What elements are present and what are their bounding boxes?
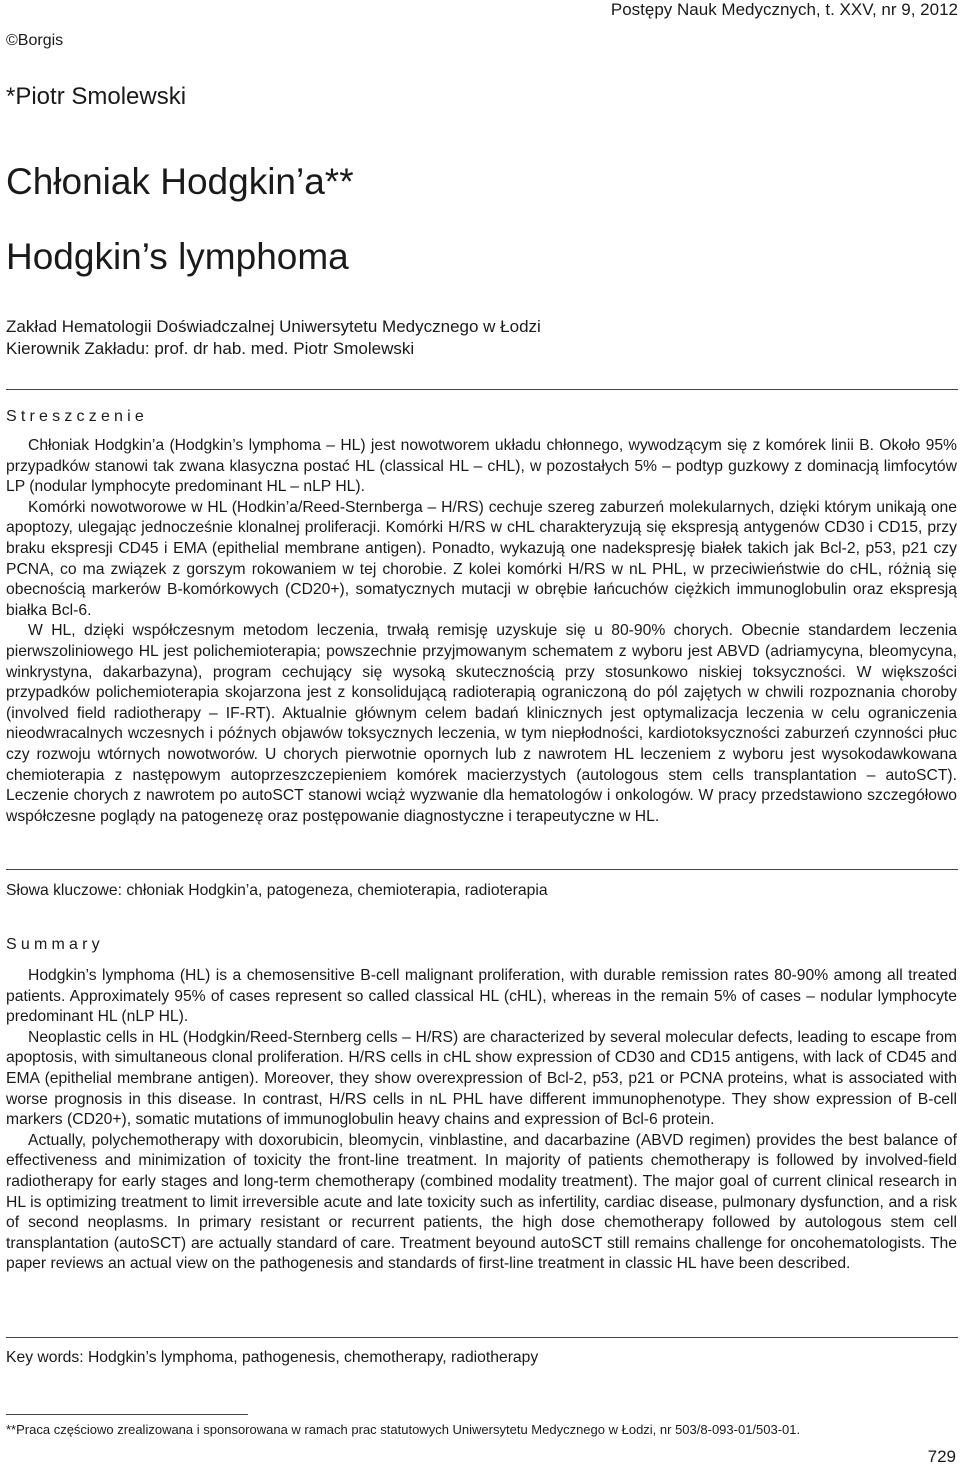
divider xyxy=(6,869,958,870)
author-name: *Piotr Smolewski xyxy=(6,83,187,110)
streszczenie-paragraph: W HL, dzięki współczesnym metodom leczenia, trwałą remisję uzyskuje się u 80-90% chorych. Obecnie standardem leczenia pierwszoliniowego HL jest polichemioterapia; powszechnie przyjmowanym schematem z wyboru jest ABVD (adriamycyna, bleomycyna, winkrystyna, dakarbazyna), program cechujący się wysoką skutecznością przy stosunkowo niskiej toksyczności. W większości przypadków polichemioterapia skojarzona jest z konsolidującą radioterapią ograniczoną do pól zajętych w chwili rozpoznania choroby (involved field radiotherapy – IF-RT). Aktualnie głównym celem badań klinicznych jest optymalizacja leczenia w celu ograniczenia nieodwracalnych wczesnych i późnych objawów toksycznych leczenia, w tym niepłodności, kardiotoksyczności zaburzeń czynności płuc czy rozwoju wtórnych nowotworów. U chorych pierwotnie opornych lub z nawrotem HL leczeniem z wyboru jest wysokodawkowana chemioterapia z następowym autoprzeszczepieniem komórek macierzystych (autologous stem cells transplantation – autoSCT). Leczenie chorych z nawrotem po autoSCT stanowi wciąż wyzwanie dla hematologów i onkologów. W pracy przedstawiono szczegółowo współczesne poglądy na patogenezę oraz postępowanie diagnostyczne i terapeutyczne w HL. xyxy=(6,622,957,825)
copyright-notice: ©Borgis xyxy=(6,32,64,49)
streszczenie-body xyxy=(6,436,957,827)
page-number: 729 xyxy=(927,1447,956,1466)
article-title-polish: Chłoniak Hodgkin’a** xyxy=(6,161,354,202)
streszczenie-paragraph: Komórki nowotworowe w HL (Hodkin’a/Reed-Sternberga – H/RS) cechuje szereg zaburzeń molekularnych, dzięki którym unikają one apoptozy, ulegając jednocześnie klonalnej proliferacji. Komórki H/RS w cHL charakteryzują się ekspresją antygenów CD30 i CD15, przy braku ekspresji CD45 i EMA (epithelial membrane antigen). Ponadto, wykazują one nadekspresję białek takich jak Bcl-2, p53, p21 czy PCNA, co ma związek z gorszym rokowaniem w tej chorobie. Z kolei komórki H/RS w nL PHL, w przeciwieństwie do cHL, różnią się obecnością markerów B-komórkowych (CD20+), somatycznych mutacji w obrębie łańcuchów ciężkich immunoglobulin oraz ekspresją białka Bcl-6. xyxy=(6,498,957,619)
divider xyxy=(6,1337,958,1338)
keywords-polish: Słowa kluczowe: chłoniak Hodgkin’a, patogeneza, chemioterapia, radioterapia xyxy=(6,882,548,899)
summary-paragraph: Neoplastic cells in HL (Hodgkin/Reed-Sternberg cells – H/RS) are characterized by several molecular defects, leading to escape from apoptosis, with simultaneous clonal proliferation. H/RS cells in cHL show expression of CD30 and CD15 antigens, with lack of CD45 and EMA (epithelial membrane antigen). Moreover, they show overexpression of Bcl-2, p53, p21 or PCNA proteins, what is associated with worse prognosis in this disease. In contrast, H/RS cells in nL PHL have different immunophenotype. They show expression of B-cell markers (CD20+), somatic mutations of immunoglobulin heavy chains and expression of Bcl-6 protein. xyxy=(6,1028,957,1129)
keywords-english: Key words: Hodgkin’s lymphoma, pathogenesis, chemotherapy, radiotherapy xyxy=(6,1349,539,1366)
summary-paragraph: Hodgkin’s lymphoma (HL) is a chemosensitive B-cell malignant proliferation, with durable remission rates 80-90% among all treated patients. Approximately 95% of cases represent so called classical HL (cHL), whereas in the remain 5% of cases – nodular lymphocyte predominant HL (nLP HL). xyxy=(6,967,957,1026)
article-title-english: Hodgkin’s lymphoma xyxy=(6,236,349,277)
summary-body xyxy=(6,966,957,1275)
streszczenie-heading: Streszczenie xyxy=(6,408,148,425)
footnote-rule xyxy=(6,1414,248,1415)
affiliation: Zakład Hematologii Doświadczalnej Uniwersytetu Medycznego w Łodzi xyxy=(6,317,541,336)
summary-paragraph: Actually, polychemotherapy with doxorubicin, bleomycin, vinblastine, and dacarbazine (ABVD regimen) provides the best balance of effectiveness and minimization of toxicity the front-line treatment. In majority of patients chemotherapy is followed by involved-field radiotherapy for early stages and long-term chemotherapy (combined modality treatment). The major goal of current clinical research in HL is optimizing treatment to limit irreversible acute and late toxicity such as infertility, cardiac disease, pulmonary dysfunction, and a risk of second neoplasms. In primary resistant or recurrent patients, the high dose chemotherapy followed by autologous stem cell transplantation (autoSCT) are actually standard of care. Treatment beyound autoSCT still remains challenge for oncohematologists. The paper reviews an actual view on the pathogenesis and standards of first-line treatment in classic HL have been described. xyxy=(6,1131,957,1273)
summary-heading: Summary xyxy=(6,936,104,953)
footnote: **Praca częściowo zrealizowana i sponsorowana w ramach prac statutowych Uniwersytetu Medycznego w Łodzi, nr 503/8-093-01/503-01. xyxy=(6,1422,801,1437)
head-of-department: Kierownik Zakładu: prof. dr hab. med. Piotr Smolewski xyxy=(6,339,415,358)
streszczenie-paragraph: Chłoniak Hodgkin’a (Hodgkin’s lymphoma – HL) jest nowotworem układu chłonnego, wywodzącym się z komórek linii B. Około 95% przypadków stanowi tak zwana klasyczna postać HL (classical HL – cHL), w pozostałych 5% – podtyp guzkowy z dominacją limfocytów LP (nodular lymphocyte predominant HL – nLP HL). xyxy=(6,437,957,496)
journal-citation: Postępy Nauk Medycznych, t. XXV, nr 9, 2012 xyxy=(610,0,958,19)
affiliation-block xyxy=(6,316,541,360)
divider xyxy=(6,389,958,390)
